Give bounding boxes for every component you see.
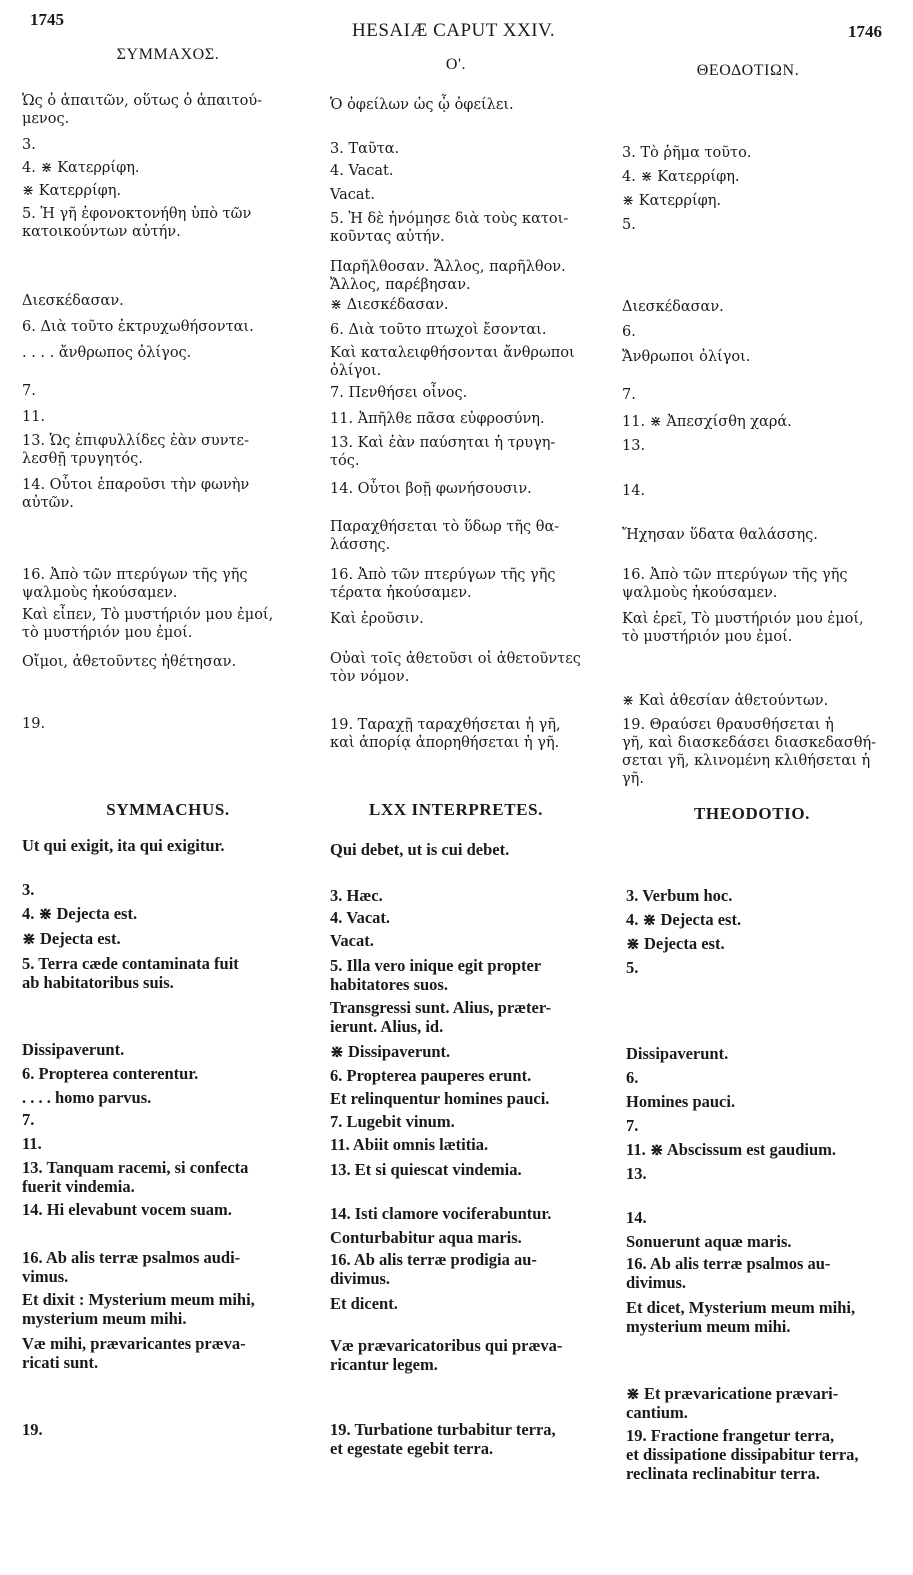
text-line: 5. bbox=[626, 958, 639, 977]
text-line: Ἤχησαν ὕδατα θαλάσσης. bbox=[622, 527, 818, 543]
page-number-right: 1746 bbox=[848, 22, 882, 41]
text-line: 16. Ἀπὸ τῶν πτερύγων τῆς γῆς ψαλμοὺς ἠκούσαμεν. bbox=[22, 567, 248, 601]
text-line: 3. Τὸ ῥῆμα τοῦτο. bbox=[622, 145, 752, 161]
text-line: 3. bbox=[22, 137, 36, 153]
text-line: 11. ⋇ Abscissum est gaudium. bbox=[626, 1140, 837, 1159]
text-line: Et dicet, Mysterium meum mihi, mysterium meum mihi. bbox=[626, 1298, 856, 1336]
text-line: 7. bbox=[22, 1110, 35, 1129]
text-line: 6. Διὰ τοῦτο πτωχοὶ ἔσονται. bbox=[330, 322, 547, 338]
heading-latin-lxx: LXX INTERPRETES. bbox=[369, 800, 543, 819]
text-line: 19. Fractione frangetur terra, et dissipatione dissipabitur terra, reclinata reclinabitur terra. bbox=[626, 1426, 859, 1483]
text-line: Οὐαὶ τοῖς ἀθετοῦσι οἱ ἀθετοῦντες τὸν νόμον. bbox=[330, 651, 581, 685]
text-line: 13. Ὡς ἐπιφυλλίδες ἐὰν συντε- λεσθῇ τρυγητός. bbox=[22, 433, 249, 467]
text-line: 3. Hæc. bbox=[330, 886, 383, 905]
text-line: Ἄνθρωποι ὀλίγοι. bbox=[622, 349, 751, 365]
text-line: ⋇ Dejecta est. bbox=[626, 934, 725, 953]
text-line: 16. Ἀπὸ τῶν πτερύγων τῆς γῆς ψαλμοὺς ἠκούσαμεν. bbox=[622, 567, 848, 601]
text-line: 7. bbox=[626, 1116, 639, 1135]
text-line: 16. Ab alis terræ psalmos audi- vimus. bbox=[22, 1248, 241, 1286]
text-line: Ὡς ὁ ἀπαιτῶν, οὕτως ὁ ἀπαιτού- μενος. bbox=[22, 93, 263, 127]
text-line: 14. Οὗτοι ἐπαροῦσι τὴν φωνὴν αὐτῶν. bbox=[22, 477, 250, 511]
text-line: 13. bbox=[622, 438, 646, 454]
text-line: Καὶ ἐροῦσιν. bbox=[330, 611, 424, 627]
text-line: 5. Ἡ δὲ ἠνόμησε διὰ τοὺς κατοι- κοῦντας αὐτήν. bbox=[330, 211, 569, 245]
text-line: 19. bbox=[22, 716, 46, 732]
text-line: ⋇ Καὶ ἀθεσίαν ἀθετούντων. bbox=[622, 693, 829, 709]
text-line: Væ prævaricatoribus qui præva- ricantur legem. bbox=[330, 1336, 563, 1374]
text-line: 19. Θραύσει θραυσθήσεται ἡ γῆ, καὶ διασκεδάσει διασκεδασθή- σεται γῆ, κλινομένη κλιθήσεται ἡ γῆ. bbox=[622, 717, 877, 787]
text-line: 7. Lugebit vinum. bbox=[330, 1112, 455, 1131]
text-line: 14. Οὗτοι βοῇ φωνήσουσιν. bbox=[330, 481, 532, 497]
text-line: Οἴμοι, ἀθετοῦντες ἠθέτησαν. bbox=[22, 654, 237, 670]
text-line: 19. bbox=[22, 1420, 43, 1439]
text-line: Et dixit : Mysterium meum mihi, mysterium meum mihi. bbox=[22, 1290, 255, 1328]
heading-latin-symmachus: SYMMACHUS. bbox=[106, 800, 230, 819]
text-line: 3. bbox=[22, 880, 35, 899]
text-line: 11. Abiit omnis lætitia. bbox=[330, 1135, 489, 1154]
text-line: ⋇ Dissipaverunt. bbox=[330, 1042, 451, 1061]
text-line: 4. ⋇ Κατερρίφη. bbox=[622, 169, 740, 185]
text-line: Διεσκέδασαν. bbox=[622, 299, 724, 315]
text-line: 4. ⋇ Κατερρίφη. bbox=[22, 160, 140, 176]
text-line: Ut qui exigit, ita qui exigitur. bbox=[22, 836, 225, 855]
text-line: 7. bbox=[22, 383, 36, 399]
text-line: Παρῆλθοσαν. Ἄλλος, παρῆλθον. Ἄλλος, παρέβησαν. bbox=[330, 259, 566, 293]
text-line: 4. ⋇ Dejecta est. bbox=[22, 904, 138, 923]
text-line: Transgressi sunt. Alius, præter- ierunt. Alius, id. bbox=[330, 998, 552, 1036]
text-line: Vacat. bbox=[330, 187, 375, 203]
text-line: 16. Ἀπὸ τῶν πτερύγων τῆς γῆς τέρατα ἠκούσαμεν. bbox=[330, 567, 556, 601]
text-line: 6. Propterea conterentur. bbox=[22, 1064, 199, 1083]
text-line: 4. ⋇ Dejecta est. bbox=[626, 910, 742, 929]
text-line: ⋇ Κατερρίφη. bbox=[22, 183, 122, 199]
text-line: ⋇ Κατερρίφη. bbox=[622, 193, 722, 209]
text-line: 13. Et si quiescat vindemia. bbox=[330, 1160, 522, 1179]
text-line: 6. Propterea pauperes erunt. bbox=[330, 1066, 532, 1085]
text-line: 7. Πενθήσει οἶνος. bbox=[330, 385, 468, 401]
text-line: 3. Ταῦτα. bbox=[330, 141, 400, 157]
text-line: Vacat. bbox=[330, 931, 374, 950]
text-line: 14. bbox=[626, 1208, 647, 1227]
text-line: Καὶ καταλειφθήσονται ἄνθρωποι ὀλίγοι. bbox=[330, 345, 575, 379]
text-line: Dissipaverunt. bbox=[22, 1040, 125, 1059]
text-line: Dissipaverunt. bbox=[626, 1044, 729, 1063]
text-line: 14. bbox=[622, 483, 646, 499]
text-line: Homines pauci. bbox=[626, 1092, 736, 1111]
text-line: 19. Ταραχῇ ταραχθήσεται ἡ γῆ, καὶ ἀπορίᾳ ἀπορηθήσεται ἡ γῆ. bbox=[330, 717, 561, 751]
text-line: 4. Vacat. bbox=[330, 908, 391, 927]
text-line: 19. Turbatione turbabitur terra, et egestate egebit terra. bbox=[330, 1420, 556, 1458]
text-line: 5. bbox=[622, 217, 636, 233]
text-line: Ὁ ὀφείλων ὡς ᾧ ὀφείλει. bbox=[330, 97, 514, 113]
text-line: . . . . homo parvus. bbox=[22, 1088, 152, 1107]
heading-greek-symmachus: ΣΥΜΜΑΧΟΣ. bbox=[116, 46, 220, 63]
text-line: Conturbabitur aqua maris. bbox=[330, 1228, 522, 1247]
text-line: 7. bbox=[622, 387, 636, 403]
text-line: Qui debet, ut is cui debet. bbox=[330, 840, 510, 859]
text-line: 6. bbox=[626, 1068, 639, 1087]
text-line: ⋇ Et prævaricatione prævari- cantium. bbox=[626, 1384, 839, 1422]
text-line: . . . . ἄνθρωπος ὀλίγος. bbox=[22, 345, 192, 361]
text-line: Væ mihi, prævaricantes præva- ricati sunt. bbox=[22, 1334, 246, 1372]
text-line: 6. bbox=[622, 324, 636, 340]
heading-latin-theodotion: THEODOTIO. bbox=[693, 804, 811, 823]
page-number-left: 1745 bbox=[30, 10, 64, 29]
text-line: Διεσκέδασαν. bbox=[22, 293, 124, 309]
text-line: 3. Verbum hoc. bbox=[626, 886, 733, 905]
text-line: 5. Illa vero inique egit propter habitatores suos. bbox=[330, 956, 542, 994]
text-line: 14. Hi elevabunt vocem suam. bbox=[22, 1200, 232, 1219]
text-line: Et dicent. bbox=[330, 1294, 398, 1313]
text-line: 13. Καὶ ἐὰν παύσηται ἡ τρυγη- τός. bbox=[330, 435, 556, 469]
text-line: Παραχθήσεται τὸ ὕδωρ τῆς θα- λάσσης. bbox=[330, 519, 560, 553]
text-line: 16. Ab alis terræ psalmos au- divimus. bbox=[626, 1254, 831, 1292]
heading-greek-lxx: Ο'. bbox=[445, 56, 467, 73]
text-line: 13. Tanquam racemi, si confecta fuerit vindemia. bbox=[22, 1158, 249, 1196]
text-line: 11. Ἀπῆλθε πᾶσα εὐφροσύνη. bbox=[330, 411, 545, 427]
text-line: 5. Terra cæde contaminata fuit ab habitatoribus suis. bbox=[22, 954, 239, 992]
text-line: 4. Vacat. bbox=[330, 163, 394, 179]
text-line: 11. ⋇ Ἀπεσχίσθη χαρά. bbox=[622, 414, 792, 430]
text-line: Καὶ εἶπεν, Τὸ μυστήριόν μου ἐμοί, τὸ μυστήριόν μου ἐμοί. bbox=[22, 607, 274, 641]
text-line: 14. Isti clamore vociferabuntur. bbox=[330, 1204, 552, 1223]
text-line: Καὶ ἐρεῖ, Τὸ μυστήριόν μου ἐμοί, τὸ μυστήριόν μου ἐμοί. bbox=[622, 611, 864, 645]
text-line: 13. bbox=[626, 1164, 647, 1183]
text-line: Et relinquentur homines pauci. bbox=[330, 1089, 550, 1108]
running-title: HESAIÆ CAPUT XXIV. bbox=[352, 20, 556, 41]
text-line: 11. bbox=[22, 1134, 42, 1153]
text-line: 16. Ab alis terræ prodigia au- divimus. bbox=[330, 1250, 537, 1288]
text-line: 6. Διὰ τοῦτο ἐκτρυχωθήσονται. bbox=[22, 319, 254, 335]
text-line: ⋇ Διεσκέδασαν. bbox=[330, 297, 449, 313]
text-line: 11. bbox=[22, 409, 46, 425]
text-line: ⋇ Dejecta est. bbox=[22, 929, 121, 948]
text-line: Sonuerunt aquæ maris. bbox=[626, 1232, 792, 1251]
heading-greek-theodotion: ΘΕΟΔΟΤΙΩΝ. bbox=[696, 62, 800, 79]
text-line: 5. Ἡ γῆ ἐφονοκτονήθη ὑπὸ τῶν κατοικούντων αὐτήν. bbox=[22, 206, 252, 240]
